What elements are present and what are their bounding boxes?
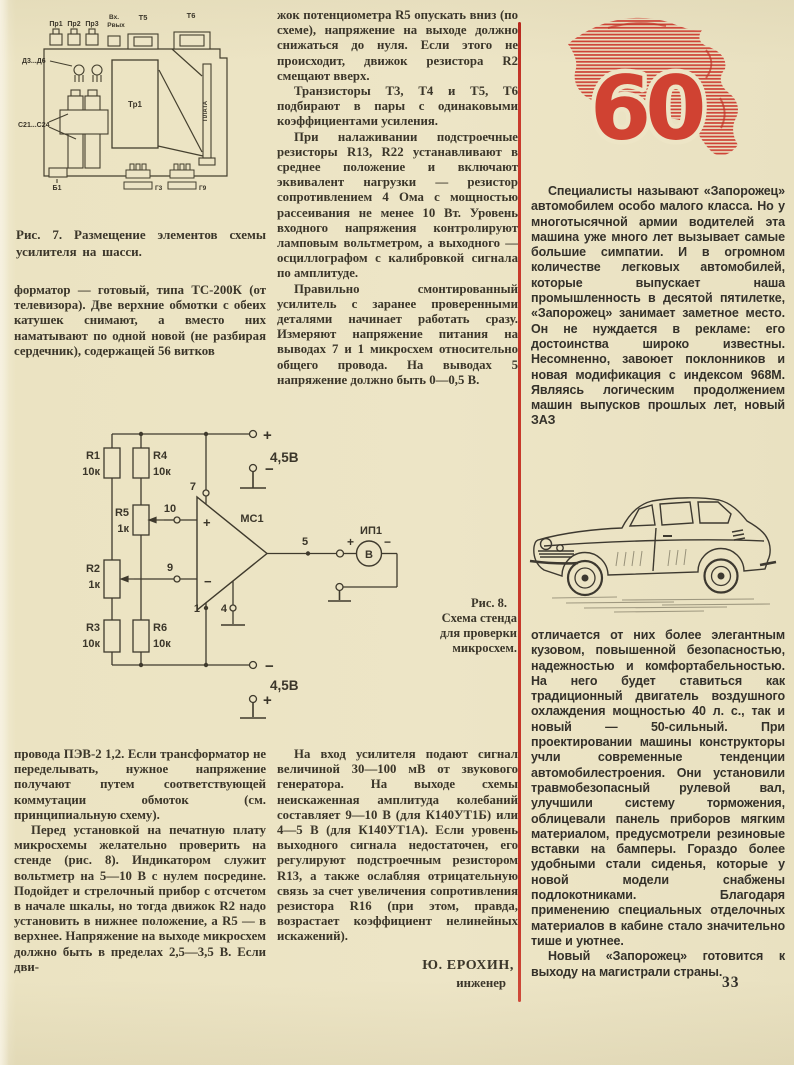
fig8-resistors xyxy=(104,448,149,652)
fig7-label-output: Рвых xyxy=(107,22,125,29)
label-r2: R2 xyxy=(85,563,100,575)
label-pin9: 9 xyxy=(166,562,174,574)
anniversary-flag-emblem xyxy=(548,6,766,178)
car-body xyxy=(530,498,776,576)
right-column-upper xyxy=(531,184,785,429)
fig7-label-g9: Г9 xyxy=(199,185,207,192)
middle-column-upper xyxy=(277,8,518,388)
paragraph-zaporozhets-outro: Новый «Запорожец» готовится к выходу на магистрали страны. xyxy=(531,949,785,979)
fig7-label-diodes: Д3...Д6 xyxy=(22,58,46,65)
left-column-lower xyxy=(14,747,266,975)
label-r5-value: 1к xyxy=(117,523,129,535)
paragraph-transistors: Транзисторы Т3, Т4 и Т5, Т6 подбирают в пары с одинаковыми коэффициентами усиления. xyxy=(277,84,518,129)
label-minus-top: − xyxy=(265,461,274,478)
paragraph-input-signal: На вход усилителя подают сигнал величиной 30—100 мВ от звукового генератора. На выходе схемы неискаженная амплитуда колебаний составляет 9—10 В (для К140УТ1Б) или 4—5 В (для К140УТ1А). Если уровень выходного сигнала недостаточен, его регулируют подстроечным резистором R13, а также ослабляя отрицательную связь за счет увеличения сопротивления резистора R16 (при этом, правда, возрастает коэффициент нелинейных искажений). xyxy=(277,747,518,944)
paragraph-test-bench: Перед установкой на печатную плату микросхемы желательно проверить на стенде (рис. 8). Индикатором служит вольтметр на 5—10 В с нулем посредине. Подойдет и стрелочный прибор с отсчетом в начале шкалы, но тогда движок R2 надо установить в нижнее положение, а R5 — в верхнее. Напряжение на выходе микросхем должно быть в пределах 2,5—3,5 В. Если дви- xyxy=(14,823,266,974)
page-number: 33 xyxy=(722,974,740,991)
author-title: инженер xyxy=(456,975,506,990)
fig8-terminals xyxy=(174,431,344,703)
label-meter-plus: + xyxy=(347,535,355,549)
fig7-label-input: Вх. xyxy=(108,14,120,21)
paragraph-assembled-amplifier: Правильно смонтированный усилитель с заранее проверенными деталями начинает работать сразу. Измеряют напряжение питания на выводах 7 и 1 микросхем относительно общего провода. На выводах 5 напряжение должно быть 0—0,5 В. xyxy=(277,281,518,387)
label-r3: R3 xyxy=(85,622,100,634)
fig7-battery xyxy=(49,168,67,183)
article-signature xyxy=(277,958,518,991)
paragraph-trimmers: При налаживании подстроечные резисторы R13, R22 устанавливают в среднее положение и включают эквивалент нагрузки — резистор сопротивлением 4 Ома с мощностью рассеивания не менее 10 Вт. Уровень входного напряжения контролируют ламповым вольтметром, а выходного — осциллографом с калибровкой сигнала по амплитуде. xyxy=(277,129,518,281)
fig8-caption-line2: Схема стенда xyxy=(441,611,517,625)
label-r6: R6 xyxy=(153,622,168,634)
label-volt-bottom: 4,5В xyxy=(270,678,299,693)
fig8-caption-line1: Рис. 8. xyxy=(470,596,507,610)
column-divider-rule xyxy=(518,22,521,1002)
fig7-label-plata: ПЛАТА xyxy=(203,100,209,122)
label-mc1: МС1 xyxy=(240,513,264,525)
car-ground-shadow xyxy=(552,597,770,612)
fig8-labels xyxy=(82,427,391,709)
anniversary-60-badge: 60 xyxy=(590,57,701,160)
fig7-top-components xyxy=(50,29,210,49)
page-left-edge-shading xyxy=(0,0,9,1065)
fig8-caption-line3: для проверки xyxy=(440,626,517,640)
fig7-label-t6: Т6 xyxy=(186,11,196,20)
label-opamp-plus-input: + xyxy=(203,515,211,530)
fig8-caption-line4: микросхем. xyxy=(452,641,517,655)
zaz-car-illustration xyxy=(522,444,792,628)
car-shading xyxy=(616,549,686,566)
label-ip1: ИП1 xyxy=(360,525,382,537)
label-volt-top: 4,5В xyxy=(270,450,299,465)
fig7-chassis-diagram xyxy=(16,6,266,220)
label-r5: R5 xyxy=(114,507,129,519)
label-r6-value: 10к xyxy=(153,638,171,650)
label-r1: R1 xyxy=(85,450,100,462)
fig7-label-t5: Т5 xyxy=(138,13,148,22)
label-plus-bottom: + xyxy=(263,692,272,709)
paragraph-zaporozhets-intro: Специалисты называют «Запорожец» автомобилем особо малого класса. Но у многотысячной армии водителей эта машина уже много лет вызывает самые большие симпатии. И в огромном количестве легковых автомобилей, которые выпускает наша промышленность в десятой пятилетке, «Запорожец» занимает заметное место. Он не нуждается в рекламе: его достоинства широко известны. Несомненно, завоюет поклонников и новая модификация с индексом 968М. Являясь логическим продолжением машин выпусков прошлых лет, новый ЗАЗ xyxy=(531,184,785,428)
left-column-upper xyxy=(14,283,266,359)
right-column-lower xyxy=(531,628,785,980)
label-pin5: 5 xyxy=(301,536,309,548)
middle-column-lower xyxy=(277,747,518,991)
fig7-capacitors xyxy=(49,90,108,168)
fig7-label-pr2: Пр2 xyxy=(67,21,81,28)
fig7-label-pr1: Пр1 xyxy=(49,21,63,28)
fig7-label-caps: С21...С24 xyxy=(18,122,50,129)
paragraph-transformer: форматор — готовый, типа ТС-200К (от телевизора). Две верхние обмотки с обеих катушек снимают, а вместо них наматывают по одной новой (не разбирая сердечник), содержащей 56 витков xyxy=(14,283,266,358)
label-meter-minus: − xyxy=(384,535,392,549)
fig7-label-tr1: Тр1 xyxy=(128,100,142,109)
label-r4: R4 xyxy=(153,450,168,462)
paragraph-zaporozhets-features: отличается от них более элегантным кузовом, повышенной безопасностью, надежностью и комфортабельностью. На него будет ставиться как традиционный двигатель воздушного охлаждения мощностью 40 л. с., так и новый — 50-сильный. При проектировании машины конструкторы учли современные тенденции автомобилестроения. Они установили травмобезопасный рулевой вал, улучшили систему торможения, облицевали панель приборов мягким материалом, предусмотрели резиновые вставки на бамперы. Гораздо более удобными стали сиденья, которые у новой модели снабжены подлокотниками. Благодаря применению специальных отделочных материалов в кабине стало значительно тише и уютнее. xyxy=(531,628,785,948)
label-opamp-minus-input: − xyxy=(204,574,212,589)
label-minus-bottom: − xyxy=(265,658,274,675)
fig7-diodes xyxy=(50,61,102,82)
label-pin7: 7 xyxy=(189,481,196,493)
paragraph-wire: провода ПЭВ-2 1,2. Если трансформатор не переделывать, нужное напряжение получают путем соответствующей коммутации обмоток (см. принципиальную схему). xyxy=(14,747,266,822)
paragraph-potentiometer: жок потенциометра R5 опускать вниз (по схеме), напряжение на выходе должно снижаться до нуля. Если этого не происходит, движок резистора R2 смещают вверх. xyxy=(277,8,518,83)
label-meter-v: В xyxy=(365,549,373,561)
label-r2-value: 1к xyxy=(88,579,100,591)
fig7-label-g3: Г3 xyxy=(155,185,163,192)
label-r4-value: 10к xyxy=(153,466,171,478)
fig7-label-pr3: Пр3 xyxy=(85,21,99,28)
fig7-label-b1: Б1 xyxy=(52,185,62,192)
label-pin1: 1 xyxy=(193,603,200,615)
author-name: Ю. ЕРОХИН, xyxy=(422,957,514,973)
label-r1-value: 10к xyxy=(82,466,100,478)
fig8-test-stand-schematic xyxy=(82,412,412,742)
label-pin4: 4 xyxy=(220,603,227,615)
fig7-caption: Рис. 7. Размещение элементов схемы усилителя на шасси. xyxy=(16,227,266,259)
fig8-caption xyxy=(419,596,517,656)
label-r3-value: 10к xyxy=(82,638,100,650)
label-pin10: 10 xyxy=(163,503,177,515)
label-plus-top: + xyxy=(263,427,272,444)
